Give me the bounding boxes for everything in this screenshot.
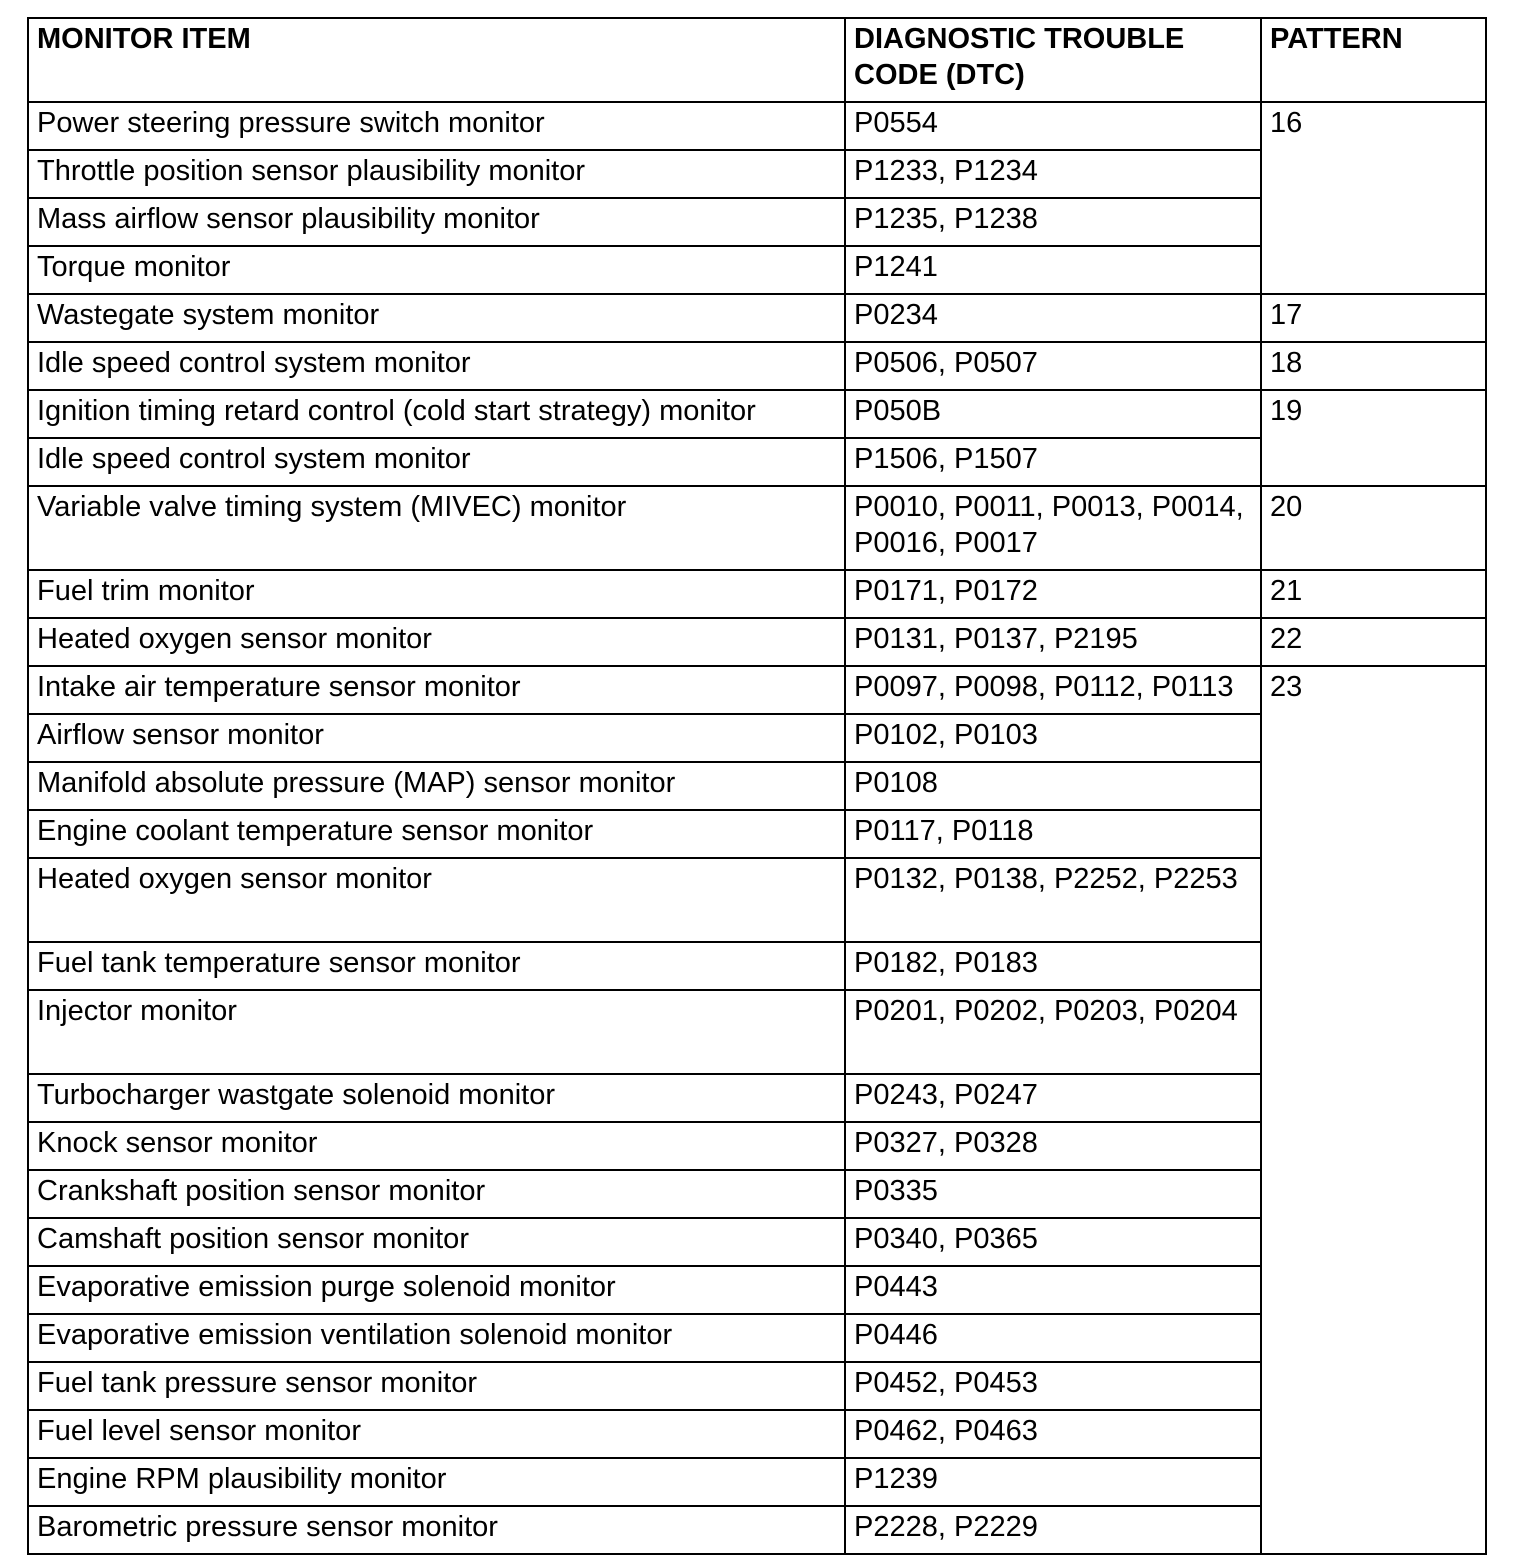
monitor-item-cell: Torque monitor bbox=[28, 246, 845, 294]
monitor-item-cell: Power steering pressure switch monitor bbox=[28, 102, 845, 150]
table-row bbox=[28, 390, 1486, 438]
monitor-item-cell: Crankshaft position sensor monitor bbox=[28, 1170, 845, 1218]
dtc-cell: P0335 bbox=[845, 1170, 1261, 1218]
monitor-item-cell: Idle speed control system monitor bbox=[28, 342, 845, 390]
monitor-item-cell: Evaporative emission purge solenoid monitor bbox=[28, 1266, 845, 1314]
monitor-item-cell: Engine RPM plausibility monitor bbox=[28, 1458, 845, 1506]
dtc-cell: P1235, P1238 bbox=[845, 198, 1261, 246]
table-row bbox=[28, 618, 1486, 666]
dtc-cell: P0117, P0118 bbox=[845, 810, 1261, 858]
dtc-cell: P1506, P1507 bbox=[845, 438, 1261, 486]
table-row bbox=[28, 342, 1486, 390]
dtc-cell: P0462, P0463 bbox=[845, 1410, 1261, 1458]
monitor-item-cell: Fuel trim monitor bbox=[28, 570, 845, 618]
dtc-cell: P0132, P0138, P2252, P2253 bbox=[845, 858, 1261, 942]
pattern-cell: 18 bbox=[1261, 342, 1486, 390]
monitor-item-cell: Throttle position sensor plausibility monitor bbox=[28, 150, 845, 198]
header-dtc: DIAGNOSTIC TROUBLE CODE (DTC) bbox=[845, 18, 1261, 102]
pattern-cell: 19 bbox=[1261, 390, 1486, 486]
monitor-item-cell: Injector monitor bbox=[28, 990, 845, 1074]
monitor-item-cell: Fuel level sensor monitor bbox=[28, 1410, 845, 1458]
monitor-item-cell: Wastegate system monitor bbox=[28, 294, 845, 342]
table-row bbox=[28, 570, 1486, 618]
pattern-cell: 21 bbox=[1261, 570, 1486, 618]
dtc-cell: P0506, P0507 bbox=[845, 342, 1261, 390]
dtc-cell: P0234 bbox=[845, 294, 1261, 342]
monitor-item-cell: Manifold absolute pressure (MAP) sensor monitor bbox=[28, 762, 845, 810]
pattern-cell: 23 bbox=[1261, 666, 1486, 1554]
dtc-cell: P1233, P1234 bbox=[845, 150, 1261, 198]
dtc-cell: P0443 bbox=[845, 1266, 1261, 1314]
monitor-item-cell: Knock sensor monitor bbox=[28, 1122, 845, 1170]
header-row bbox=[28, 18, 1486, 102]
pattern-cell: 20 bbox=[1261, 486, 1486, 570]
dtc-cell: P1239 bbox=[845, 1458, 1261, 1506]
dtc-cell: P0554 bbox=[845, 102, 1261, 150]
dtc-cell: P0171, P0172 bbox=[845, 570, 1261, 618]
monitor-item-cell: Engine coolant temperature sensor monitor bbox=[28, 810, 845, 858]
dtc-cell: P0243, P0247 bbox=[845, 1074, 1261, 1122]
monitor-item-cell: Variable valve timing system (MIVEC) monitor bbox=[28, 486, 845, 570]
dtc-cell: P0097, P0098, P0112, P0113 bbox=[845, 666, 1261, 714]
monitor-item-cell: Fuel tank pressure sensor monitor bbox=[28, 1362, 845, 1410]
monitor-item-cell: Fuel tank temperature sensor monitor bbox=[28, 942, 845, 990]
monitor-item-cell: Turbocharger wastgate solenoid monitor bbox=[28, 1074, 845, 1122]
dtc-cell: P2228, P2229 bbox=[845, 1506, 1261, 1554]
dtc-pattern-table bbox=[27, 17, 1487, 1555]
dtc-cell: P050B bbox=[845, 390, 1261, 438]
dtc-cell: P0201, P0202, P0203, P0204 bbox=[845, 990, 1261, 1074]
pattern-cell: 17 bbox=[1261, 294, 1486, 342]
monitor-item-cell: Idle speed control system monitor bbox=[28, 438, 845, 486]
dtc-cell: P0108 bbox=[845, 762, 1261, 810]
dtc-cell: P0340, P0365 bbox=[845, 1218, 1261, 1266]
monitor-item-cell: Heated oxygen sensor monitor bbox=[28, 618, 845, 666]
dtc-cell: P0131, P0137, P2195 bbox=[845, 618, 1261, 666]
pattern-cell: 22 bbox=[1261, 618, 1486, 666]
monitor-item-cell: Camshaft position sensor monitor bbox=[28, 1218, 845, 1266]
table-row bbox=[28, 486, 1486, 570]
dtc-cell: P0182, P0183 bbox=[845, 942, 1261, 990]
header-pattern: PATTERN bbox=[1261, 18, 1486, 102]
monitor-item-cell: Barometric pressure sensor monitor bbox=[28, 1506, 845, 1554]
dtc-cell: P0327, P0328 bbox=[845, 1122, 1261, 1170]
monitor-item-cell: Airflow sensor monitor bbox=[28, 714, 845, 762]
dtc-cell: P1241 bbox=[845, 246, 1261, 294]
table-row bbox=[28, 666, 1486, 714]
dtc-cell: P0446 bbox=[845, 1314, 1261, 1362]
monitor-item-cell: Evaporative emission ventilation solenoid monitor bbox=[28, 1314, 845, 1362]
dtc-cell: P0452, P0453 bbox=[845, 1362, 1261, 1410]
table-row bbox=[28, 294, 1486, 342]
monitor-item-cell: Intake air temperature sensor monitor bbox=[28, 666, 845, 714]
monitor-item-cell: Ignition timing retard control (cold start strategy) monitor bbox=[28, 390, 845, 438]
header-monitor-item: MONITOR ITEM bbox=[28, 18, 845, 102]
monitor-item-cell: Mass airflow sensor plausibility monitor bbox=[28, 198, 845, 246]
dtc-cell: P0010, P0011, P0013, P0014, P0016, P0017 bbox=[845, 486, 1261, 570]
monitor-item-cell: Heated oxygen sensor monitor bbox=[28, 858, 845, 942]
dtc-cell: P0102, P0103 bbox=[845, 714, 1261, 762]
pattern-cell: 16 bbox=[1261, 102, 1486, 294]
table-row bbox=[28, 102, 1486, 150]
